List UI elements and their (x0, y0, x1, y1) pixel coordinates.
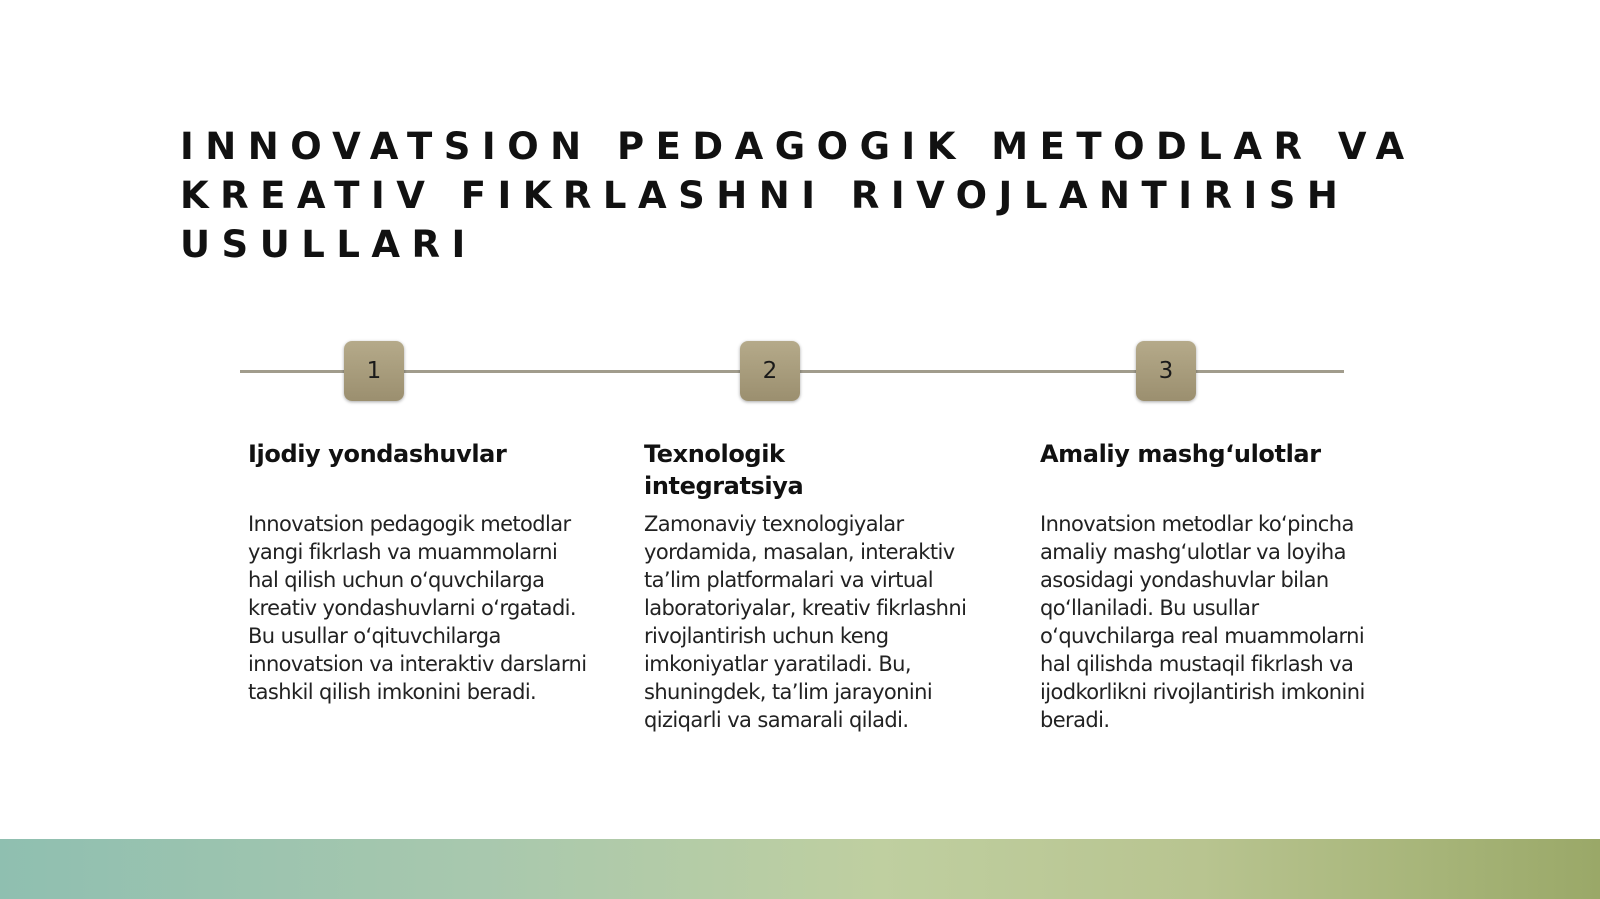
step-badge-2: 2 (740, 341, 800, 401)
step-heading-2: Texnologik integratsiya (644, 440, 804, 500)
decorative-bottom-band (0, 839, 1600, 899)
step-heading-3: Amaliy mashg‘ulotlar (1040, 440, 1321, 468)
step-text-1: Innovatsion pedagogik metodlar yangi fikrlash va muammolarni hal qilish uchun o‘quvchilarga kreativ yondashuvlarni o‘rgatadi. Bu usullar o‘qituvchilarga innovatsion va interaktiv darslarni tashkil qilish imkonini beradi. (248, 512, 587, 704)
slide-title: INNOVATSION PEDAGOGIK METODLAR VA KREATIV FIKRLASHNI RIVOJLANTIRISH USULLARI (180, 125, 1416, 266)
step-badge-3: 3 (1136, 341, 1196, 401)
step-heading-1: Ijodiy yondashuvlar (248, 440, 507, 468)
step-text-3: Innovatsion metodlar ko‘pincha amaliy mashg‘ulotlar va loyiha asosidagi yondashuvlar bilan qo‘llaniladi. Bu usullar o‘quvchilarga real muammolarni hal qilishda mustaqil fikrlash va ijodkorlikni rivojlantirish imkonini beradi. (1040, 512, 1365, 732)
step-badge-1: 1 (344, 341, 404, 401)
step-column-3 (1040, 438, 1385, 732)
step-text-2: Zamonaviy texnologiyalar yordamida, masalan, interaktiv ta’lim platformalari va virtual laboratoriyalar, kreativ fikrlashni rivojlantirish uchun keng imkoniyatlar yaratiladi. Bu, shuningdek, ta’lim jarayonini qiziqarli va samarali qiladi. (644, 512, 967, 732)
step-column-1 (248, 438, 593, 704)
step-column-2 (644, 438, 989, 732)
